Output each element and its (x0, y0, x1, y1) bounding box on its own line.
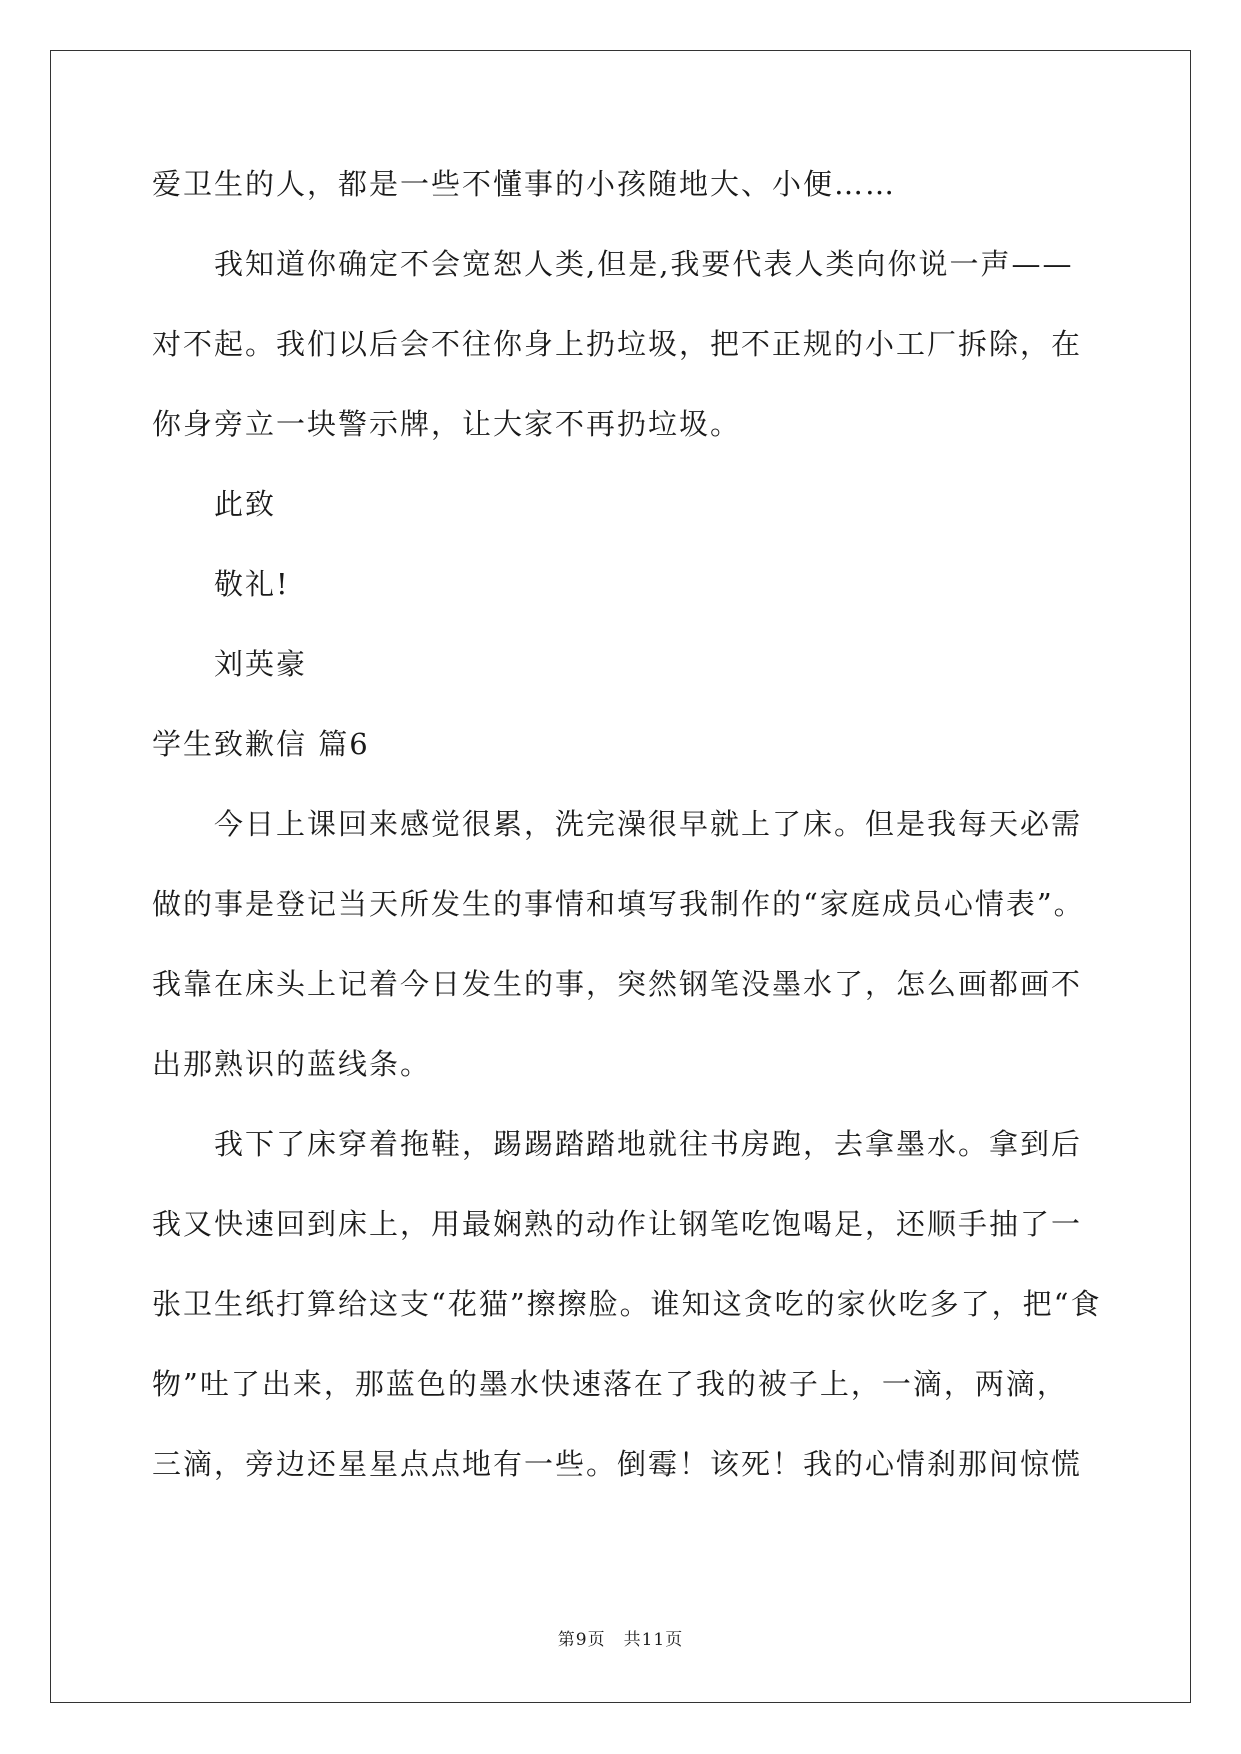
paragraph-line: 出那熟识的蓝线条。 (152, 1047, 432, 1081)
paragraph-line: 你身旁立一块警示牌，让大家不再扔垃圾。 (152, 407, 742, 441)
paragraph-line: 爱卫生的人，都是一些不懂事的小孩随地大、小便…… (152, 167, 897, 201)
paragraph-line: 我靠在床头上记着今日发生的事，突然钢笔没墨水了，怎么画都画不 (152, 967, 1083, 1001)
paragraph-line: 张卫生纸打算给这支“花猫”擦擦脸。谁知这贪吃的家伙吃多了，把“食 (152, 1287, 1102, 1321)
section-heading: 学生致歉信 篇6 (152, 727, 370, 761)
paragraph-line: 我又快速回到床上，用最娴熟的动作让钢笔吃饱喝足，还顺手抽了一 (152, 1207, 1083, 1241)
paragraph-line: 我知道你确定不会宽恕人类,但是,我要代表人类向你说一声—— (214, 247, 1074, 281)
paragraph-line: 今日上课回来感觉很累，洗完澡很早就上了床。但是我每天必需 (214, 807, 1083, 841)
paragraph-line: 三滴，旁边还星星点点地有一些。倒霉！该死！我的心情刹那间惊慌 (152, 1447, 1083, 1481)
paragraph-line: 我下了床穿着拖鞋，踢踢踏踏地就往书房跑，去拿墨水。拿到后 (214, 1127, 1083, 1161)
paragraph-line: 对不起。我们以后会不往你身上扔垃圾，把不正规的小工厂拆除，在 (152, 327, 1083, 361)
paragraph-line: 物”吐了出来，那蓝色的墨水快速落在了我的被子上，一滴，两滴， (152, 1367, 1068, 1401)
signature-line: 刘英豪 (214, 647, 308, 681)
paragraph-line: 做的事是登记当天所发生的事情和填写我制作的“家庭成员心情表”。 (152, 887, 1085, 921)
page-footer: 第9页 共11页 (557, 1630, 684, 1650)
document-body (152, 158, 1102, 1518)
closing-line: 此致 (214, 487, 277, 521)
salutation-line: 敬礼! (214, 567, 290, 601)
